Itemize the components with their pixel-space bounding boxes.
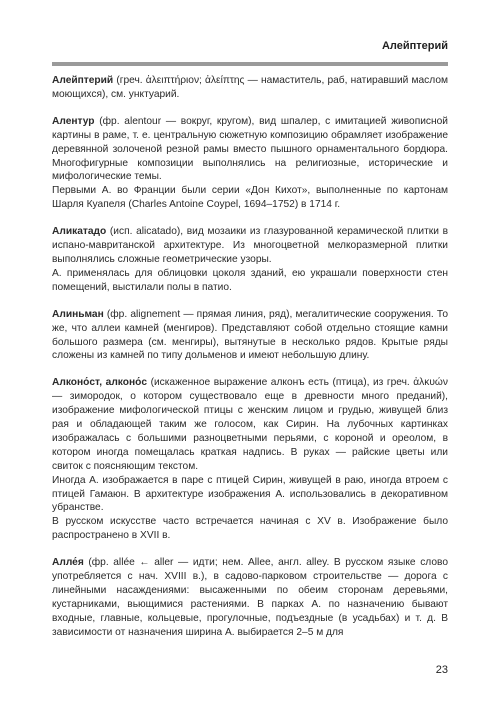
entry-alinman bbox=[52, 308, 448, 364]
entry-headword: Алле́я bbox=[52, 557, 84, 569]
entry-paragraph: А. применялась для облицовки цоколя зданий, ею украшали поверхности стен помещений, выстилали полы в патио. bbox=[52, 267, 448, 293]
entry-text: (греч. ἀλειπτήριον; ἀλείπτης — намаститель, раб, натиравший маслом моющихся), см. унктуарий. bbox=[52, 75, 448, 100]
entry-alleya bbox=[52, 556, 448, 639]
entry-paragraph: В русском искусстве часто встречается начиная с XV в. Изображение было распространено в XVII в. bbox=[52, 516, 448, 542]
header-rule bbox=[52, 62, 448, 66]
entry-text: (искаженное выражение алконъ есть (птица), из греч. ἀλκυών — зимородок, о котором существовало еще в древности много преданий), изображение мифологической птицы с женским лицом и грудью, живущей близ рая и обладающей таким же голосом, как Сирин. На лубочных картинках изображалась с большими разноцветными перьями, с короной и ореолом, в котором иногда помещалась краткая надпись. В руках — райские цветы или свиток с поясняющим текстом. bbox=[52, 377, 448, 472]
entry-headword: Алентур bbox=[52, 115, 95, 127]
entry-paragraph: Иногда А. изображается в паре с птицей Сирин, живущей в раю, иногда втроем с птицей Гамаюн. В архитектуре изображения А. использовались в декоративном убранстве. bbox=[52, 474, 448, 514]
entry-headword: Алейптерий bbox=[52, 75, 114, 86]
entry-paragraph bbox=[52, 115, 448, 185]
entry-paragraph bbox=[52, 225, 448, 267]
entry-text: (фр. allée ← aller — идти; нем. Allee, англ. alley. В русском языке слово употребляется с нач. XVIII в.), в садово-парковом строительстве — дорога с линейными насаждениями: высаженными по обеим сторонам деревьями, кустарниками, вьющимися растениями. В парках А. по назначению бывают входные, главные, кольцевые, прогулочные, подъездные (в усадьбах) и т. д. В зависимости от назначения ширина А. выбирается 2–5 м для bbox=[52, 557, 448, 638]
entry-paragraph bbox=[52, 74, 448, 102]
entry-alentur bbox=[52, 115, 448, 212]
entry-text: (исп. alicatado), вид мозаики из глазурованной керамической плитки в испано-мавританской архитектуре. Из многоцветной мелкоразмерной плитки выполнялись сложные геометрические узоры. bbox=[52, 226, 448, 265]
entry-paragraph: Первыми А. во Франции были серии «Дон Кихот», выполненные по картонам Шарля Куапеля (Charles Antoine Coypel, 1694–1752) в 1714 г. bbox=[52, 185, 448, 211]
entry-text: (фр. alentour — вокруг, кругом), вид шпалер, с имитацией живописной картины в раме, т. е. центральную сюжетную композицию обрамляет изображение деревянной золоченой резной рамы вместо пышного орнаментального бордюра. Многофигурные композиции выполнялись на религиозные, исторические и мифологические темы. bbox=[52, 115, 448, 183]
entry-alikatado bbox=[52, 225, 448, 295]
running-head: Алейптерий bbox=[381, 40, 448, 52]
entry-paragraph bbox=[52, 556, 448, 639]
entry-paragraph bbox=[52, 376, 448, 473]
entry-alkonost bbox=[52, 376, 448, 543]
entry-headword: Алиньман bbox=[52, 308, 104, 320]
page-number: 23 bbox=[435, 664, 448, 676]
entry-text: (фр. alignement — прямая линия, ряд), мегалитические сооружения. То же, что аллеи камней (менгиров). Представляют собой отдельно стоящие камни большого размера (см. менгиры), вытянутые в несколько рядов. Крытые ряды сложены из камней по типу дольменов и имеют небольшую длину. bbox=[52, 308, 448, 362]
entry-paragraph bbox=[52, 308, 448, 364]
entry-headword: Алконо́ст, алконо́с bbox=[52, 377, 148, 389]
entry-aleipterii bbox=[52, 74, 448, 102]
entry-headword: Аликатадо bbox=[52, 226, 107, 238]
entries-column bbox=[52, 74, 448, 653]
